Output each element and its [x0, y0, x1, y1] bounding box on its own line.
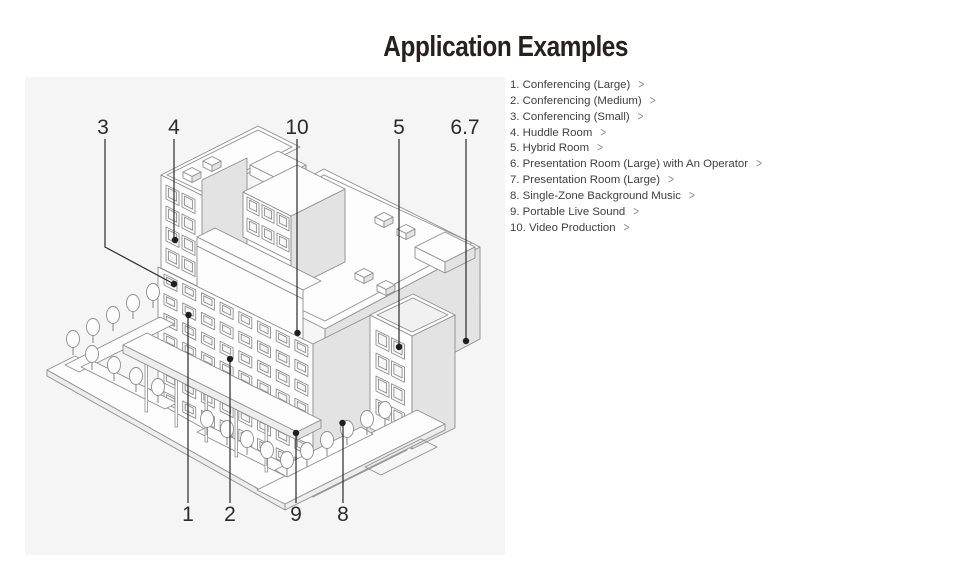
link-presentation-room-large[interactable]: 7. Presentation Room (Large) >	[510, 173, 930, 189]
link-conferencing-small[interactable]: 3. Conferencing (Small) >	[510, 110, 930, 126]
link-huddle-room[interactable]: 4. Huddle Room >	[510, 126, 930, 142]
page-title-text: Application Examples	[383, 31, 628, 64]
callout-label-6-7: 6.7	[450, 116, 480, 139]
building-line-art	[47, 126, 480, 510]
chevron-right-icon: >	[637, 110, 644, 124]
link-hybrid-room[interactable]: 5. Hybrid Room >	[510, 141, 930, 157]
chevron-right-icon: >	[597, 141, 603, 156]
callout-label-10: 10	[285, 116, 309, 139]
building-illustration-panel	[25, 77, 505, 555]
chevron-right-icon: >	[638, 78, 645, 93]
link-conferencing-medium[interactable]: 2. Conferencing (Medium) >	[510, 94, 930, 110]
link-presentation-room-operator[interactable]: 6. Presentation Room (Large) with An Operator >	[510, 157, 930, 173]
callout-label-8: 8	[337, 503, 349, 526]
callout-label-5: 5	[393, 116, 405, 139]
callout-label-9: 9	[290, 503, 302, 526]
callout-label-1: 1	[182, 503, 194, 526]
callout-label-2: 2	[224, 503, 236, 526]
link-portable-live-sound[interactable]: 9. Portable Live Sound >	[510, 205, 930, 221]
link-conferencing-large[interactable]: 1. Conferencing (Large) >	[510, 78, 930, 94]
chevron-right-icon: >	[649, 94, 656, 109]
callout-label-3: 3	[97, 116, 109, 139]
chevron-right-icon: >	[623, 221, 630, 235]
isometric-building-diagram	[25, 77, 505, 555]
chevron-right-icon: >	[668, 173, 674, 188]
link-video-production[interactable]: 10. Video Production >	[510, 221, 930, 237]
page-title	[48, 31, 963, 71]
chevron-right-icon: >	[633, 205, 640, 220]
chevron-right-icon: >	[600, 126, 607, 140]
link-single-zone-background-music[interactable]: 8. Single-Zone Background Music >	[510, 189, 930, 205]
chevron-right-icon: >	[756, 157, 762, 172]
chevron-right-icon: >	[688, 189, 695, 204]
callout-label-4: 4	[168, 116, 180, 139]
application-links-list	[510, 78, 930, 236]
